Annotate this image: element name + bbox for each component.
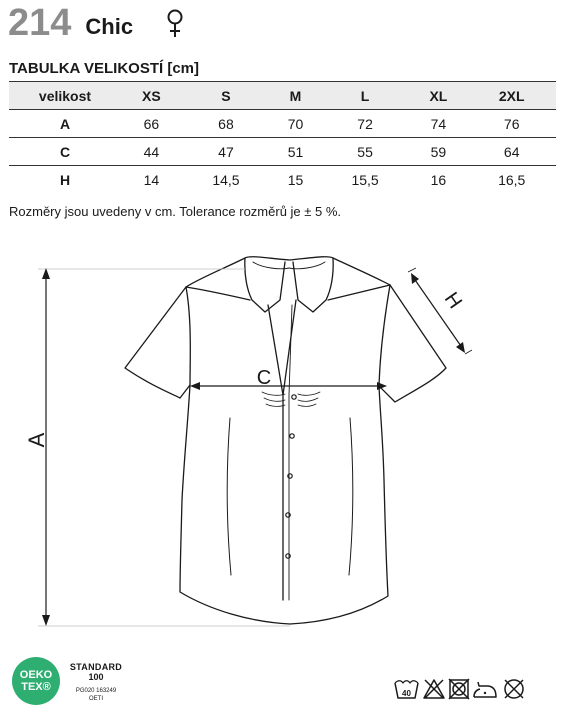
table-cell: 68 [218, 115, 234, 132]
button [292, 395, 296, 399]
column-header: 2XL [467, 82, 556, 110]
column-header: XS [121, 82, 182, 110]
measurement-note: Rozměry jsou uvedeny v cm. Tolerance rozměrů je ± 5 %. [9, 204, 342, 219]
product-code: 214 [8, 2, 72, 44]
wash-40-icon [395, 681, 418, 698]
no-tumble-dry-icon [449, 679, 469, 699]
label-a: A [24, 432, 49, 448]
certificate-number: PG020 163249 [75, 688, 117, 694]
certificate-institute: OETI [88, 696, 103, 702]
table-cell: 70 [287, 115, 304, 132]
table-cell: 64 [503, 143, 520, 160]
column-header: M [270, 82, 321, 110]
button [288, 474, 292, 478]
iron-low-icon [474, 682, 496, 697]
table-cell: 72 [357, 115, 373, 132]
button [290, 434, 294, 438]
column-header: L [321, 82, 410, 110]
table-cell: 55 [357, 143, 373, 160]
shirt-diagram [0, 240, 566, 640]
label-c: C [256, 367, 272, 389]
size-table-title: TABULKA VELIKOSTÍ [cm] [9, 60, 199, 77]
table-cell: 15 [287, 171, 304, 188]
oeko-tex-logo: OEKO TEX® [12, 657, 60, 705]
label-h: H [439, 288, 467, 313]
table-cell: 15,5 [351, 171, 379, 188]
button [286, 554, 290, 558]
row-label: A [59, 115, 71, 132]
table-row [9, 110, 556, 138]
table-header-row [9, 82, 556, 110]
female-symbol-icon [165, 8, 185, 40]
table-cell: 16,5 [498, 171, 526, 188]
column-header: XL [409, 82, 467, 110]
oeko-tex-certificate [66, 662, 126, 703]
svg-text:40: 40 [402, 689, 411, 698]
table-cell: 14,5 [212, 171, 240, 188]
no-bleach-icon [424, 680, 444, 698]
row-label: C [59, 143, 71, 160]
column-header: S [182, 82, 271, 110]
shirt-outline [125, 258, 446, 624]
table-row [9, 166, 556, 194]
table-cell: 59 [430, 143, 447, 160]
row-label: H [59, 171, 71, 188]
column-header: velikost [9, 82, 121, 110]
standard-label: STANDARD [69, 662, 123, 672]
care-symbols [394, 677, 528, 701]
standard-number: 100 [88, 672, 104, 682]
table-cell: 14 [143, 171, 160, 188]
product-name: Chic [85, 14, 134, 39]
table-cell: 47 [218, 143, 234, 160]
button [286, 513, 290, 517]
table-cell: 44 [143, 143, 160, 160]
no-dry-clean-icon [505, 680, 523, 698]
header [8, 2, 133, 42]
table-cell: 66 [143, 115, 160, 132]
table-cell: 51 [287, 143, 304, 160]
size-table [9, 81, 556, 194]
table-row [9, 138, 556, 166]
table-cell: 76 [503, 115, 520, 132]
collar [245, 257, 333, 260]
table-cell: 74 [430, 115, 447, 132]
table-cell: 16 [430, 171, 447, 188]
